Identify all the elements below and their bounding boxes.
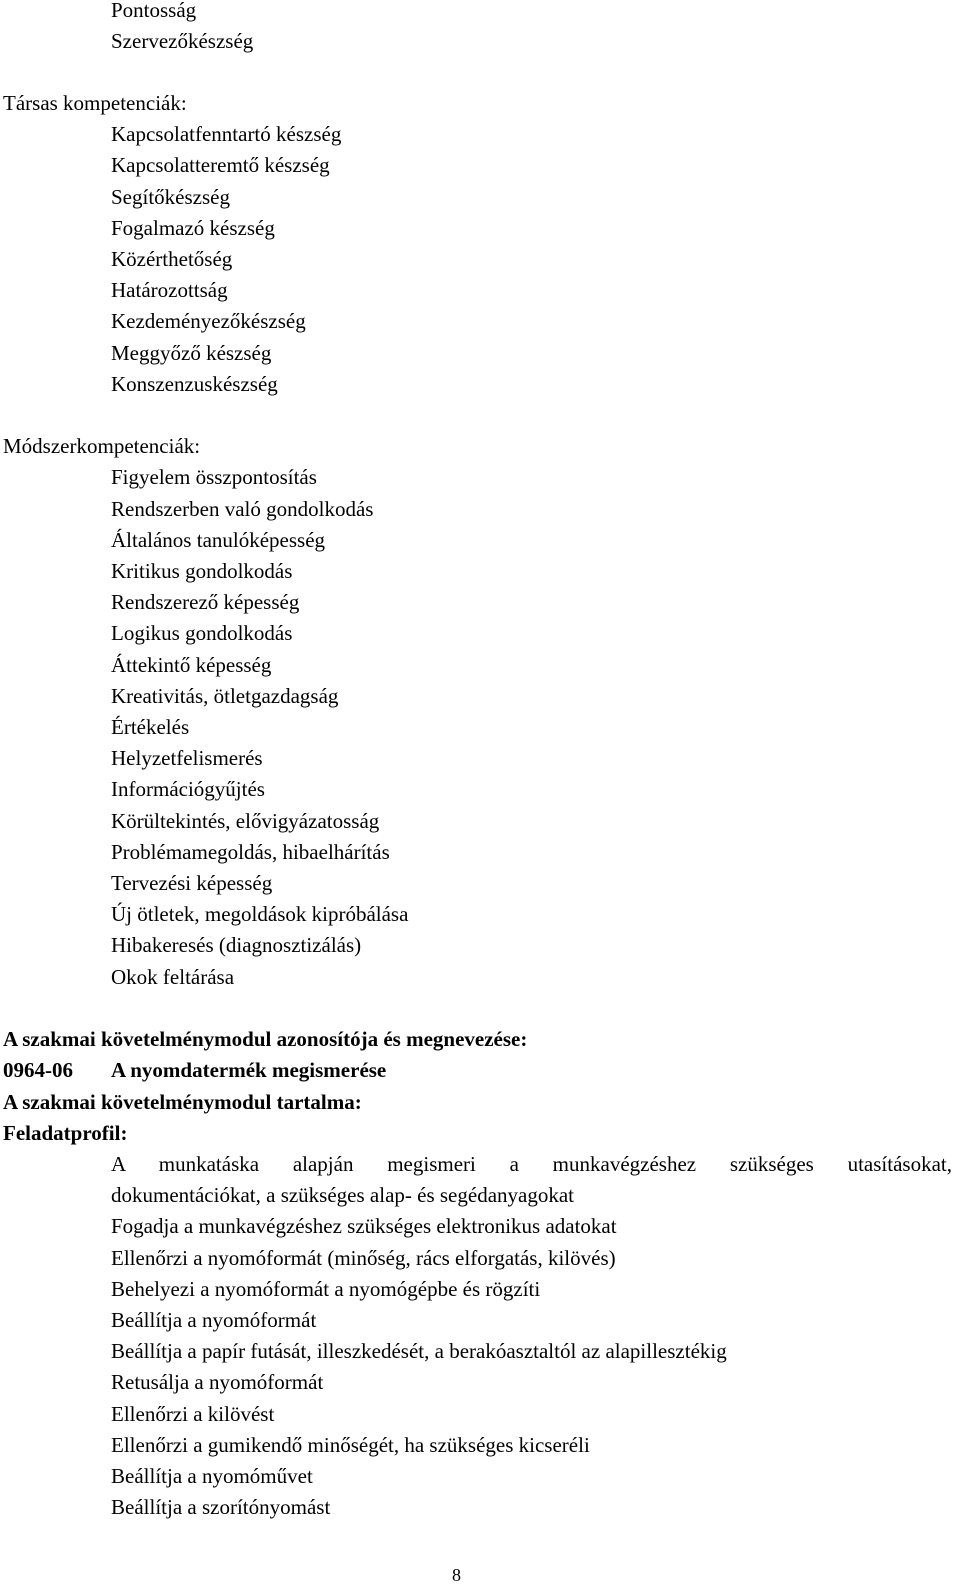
list-item: Kezdeményezőkészség [111, 309, 306, 333]
list-item: Okok feltárása [111, 965, 235, 989]
list-item: Helyzetfelismerés [111, 746, 263, 770]
module-content-heading: A szakmai követelménymodul tartalma: [3, 1090, 362, 1114]
list-item: Pontosság [111, 0, 197, 22]
list-item: Figyelem összpontosítás [111, 465, 317, 489]
task-item: Ellenőrzi a kilövést [111, 1402, 275, 1426]
task-item-first-line: A munkatáska alapján megismeri a munkavégzéshez szükséges utasításokat, [111, 1152, 952, 1176]
module-id-heading: A szakmai követelménymodul azonosítója és megnevezése: [3, 1027, 528, 1051]
task-item: Beállítja a szorítónyomást [111, 1495, 331, 1519]
list-item: Információgyűjtés [111, 777, 265, 801]
list-item: Körültekintés, elővigyázatosság [111, 809, 380, 833]
task-item-first-cont: dokumentációkat, a szükséges alap- és segédanyagokat [111, 1183, 574, 1207]
list-item: Logikus gondolkodás [111, 621, 293, 645]
list-item: Kapcsolatfenntartó készség [111, 122, 342, 146]
list-item: Áttekintő képesség [111, 653, 272, 677]
task-item: Ellenőrzi a nyomóformát (minőség, rács elforgatás, kilövés) [111, 1246, 616, 1270]
list-item: Meggyőző készség [111, 341, 272, 365]
module-code: 0964-06 [3, 1058, 73, 1082]
section-heading-tarsas: Társas kompetenciák: [3, 91, 187, 115]
list-item: Kritikus gondolkodás [111, 559, 293, 583]
feladatprofil-heading: Feladatprofil: [3, 1121, 128, 1145]
page-number: 8 [452, 1565, 461, 1585]
list-item: Szervezőkészség [111, 29, 254, 53]
section-heading-modszer: Módszerkompetenciák: [3, 434, 201, 458]
module-name: A nyomdatermék megismerése [111, 1058, 387, 1082]
task-item: Beállítja a papír futását, illeszkedését, a berakóasztaltól az alapillesztékig [111, 1339, 727, 1363]
list-item: Segítőkészség [111, 185, 230, 209]
list-item: Rendszerben való gondolkodás [111, 497, 374, 521]
task-item: Beállítja a nyomóművet [111, 1464, 313, 1488]
list-item: Tervezési képesség [111, 871, 273, 895]
task-item: Fogadja a munkavégzéshez szükséges elektronikus adatokat [111, 1214, 617, 1238]
list-item: Hibakeresés (diagnosztizálás) [111, 933, 362, 957]
list-item: Fogalmazó készség [111, 216, 275, 240]
list-item: Konszenzuskészség [111, 372, 278, 396]
task-item: Retusálja a nyomóformát [111, 1370, 324, 1394]
list-item: Problémamegoldás, hibaelhárítás [111, 840, 390, 864]
task-item: Beállítja a nyomóformát [111, 1308, 317, 1332]
list-item: Közérthetőség [111, 247, 233, 271]
list-item: Kapcsolatteremtő készség [111, 153, 330, 177]
list-item: Határozottság [111, 278, 228, 302]
list-item: Általános tanulóképesség [111, 528, 326, 552]
list-item: Új ötletek, megoldások kipróbálása [111, 902, 409, 926]
task-item: Behelyezi a nyomóformát a nyomógépbe és rögzíti [111, 1277, 541, 1301]
task-item: Ellenőrzi a gumikendő minőségét, ha szükséges kicseréli [111, 1433, 590, 1457]
list-item: Kreativitás, ötletgazdagság [111, 684, 339, 708]
list-item: Rendszerező képesség [111, 590, 300, 614]
list-item: Értékelés [111, 715, 190, 739]
